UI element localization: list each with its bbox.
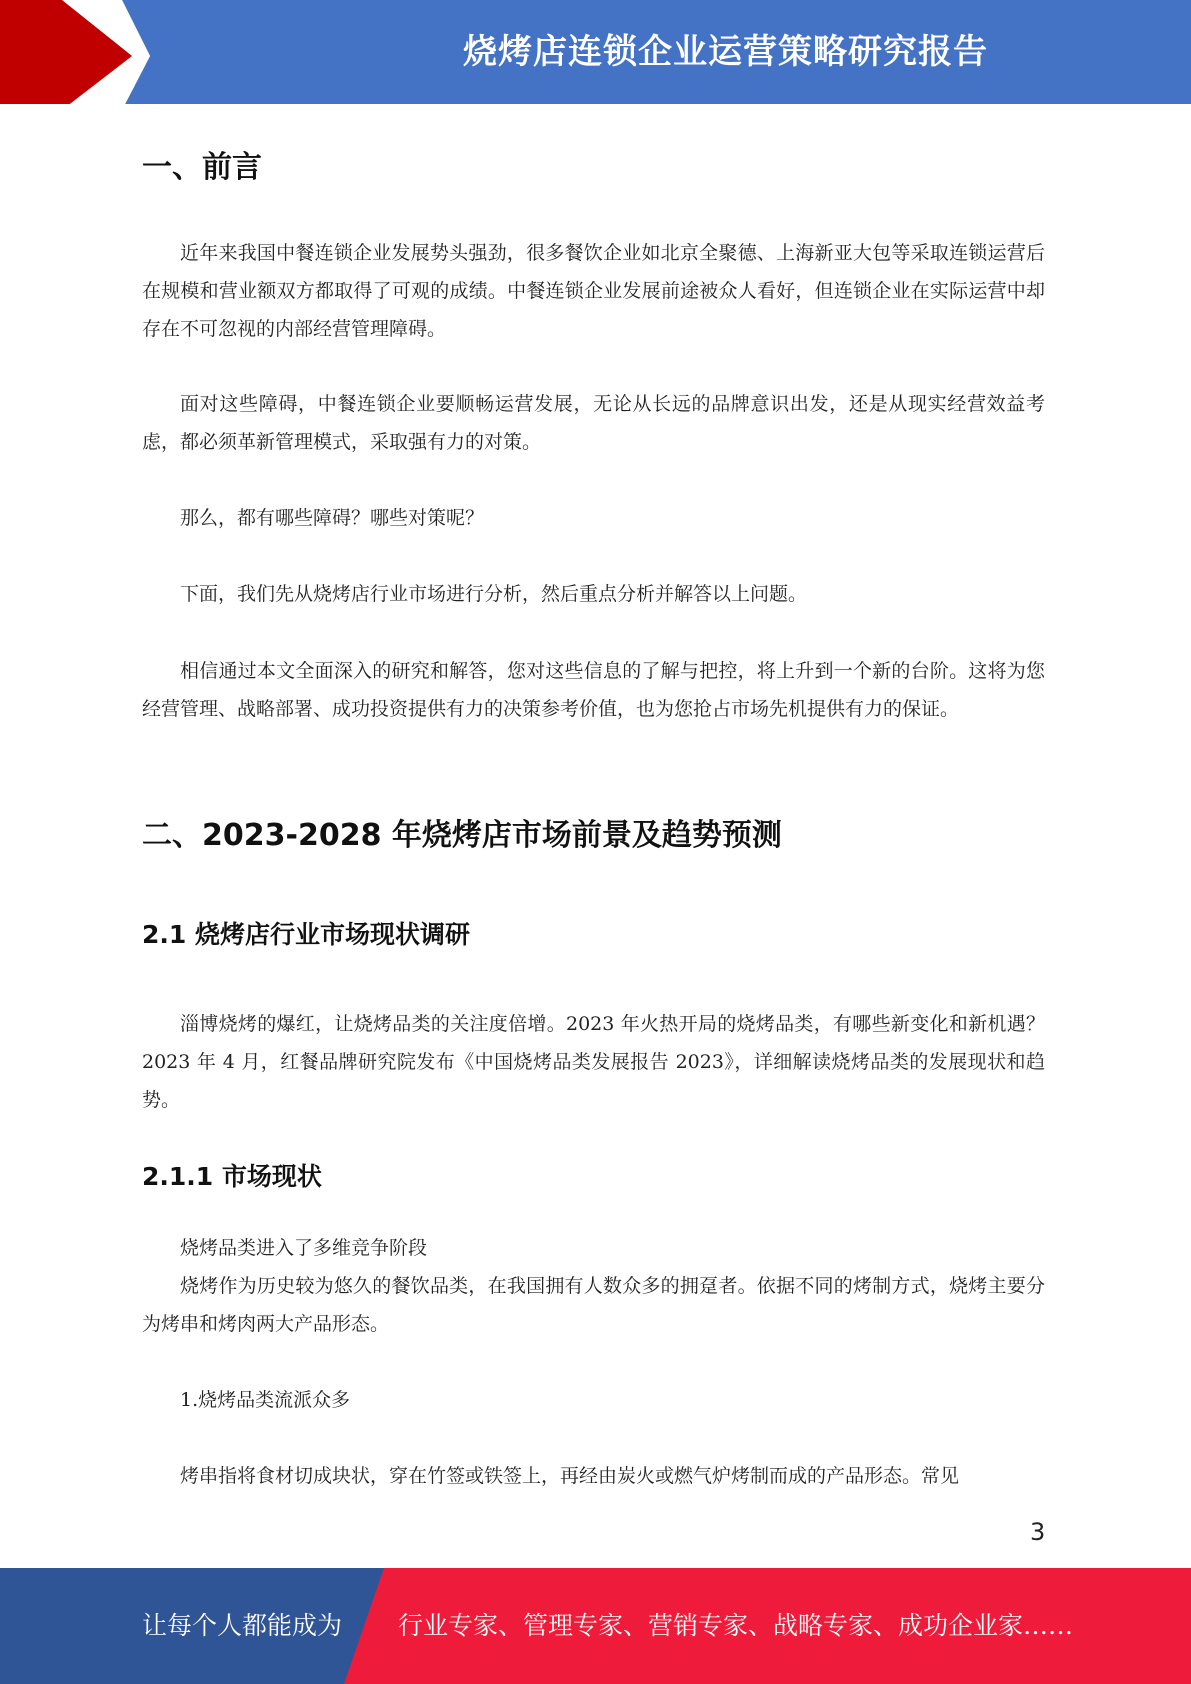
paragraph: 烧烤品类进入了多维竞争阶段 [180, 1237, 428, 1259]
paragraph: 烧烤作为历史较为悠久的餐饮品类，在我国拥有人数众多的拥趸者。依据不同的烤制方式，烧烤主要分为烤串和烤肉两大产品形态。 [142, 1275, 1045, 1335]
footer-slogan-right: 行业专家、管理专家、营销专家、战略专家、成功企业家…… [398, 1611, 1074, 1640]
list-item: 1.烧烤品类流派众多 [180, 1389, 351, 1411]
paragraph: 那么，都有哪些障碍？哪些对策呢？ [180, 507, 485, 529]
page-number: 3 [1030, 1518, 1046, 1546]
footer-slogan-left: 让每个人都能成为 [142, 1611, 343, 1640]
subsection-heading-2-1: 2.1 烧烤店行业市场现状调研 [142, 920, 470, 949]
paragraph: 烤串指将食材切成块状，穿在竹签或铁签上，再经由炭火或燃气炉烤制而成的产品形态。常见 [180, 1465, 960, 1487]
section-heading-market-outlook: 二、2023-2028 年烧烤店市场前景及趋势预测 [142, 818, 782, 853]
paragraph: 相信通过本文全面深入的研究和解答，您对这些信息的了解与把控，将上升到一个新的台阶。这将为您经营管理、战略部署、成功投资提供有力的决策参考价值，也为您抢占市场先机提供有力的保证。 [142, 660, 1045, 720]
page-header [0, 0, 1191, 110]
paragraph: 淄博烧烤的爆红，让烧烤品类的关注度倍增。2023 年火热开局的烧烤品类，有哪些新变化和新机遇？2023 年 4 月，红餐品牌研究院发布《中国烧烤品类发展报告 2023》，详细解读烧烤品类的发展现状和趋势。 [142, 1013, 1045, 1111]
section-heading-preface: 一、前言 [142, 150, 262, 185]
paragraph: 下面，我们先从烧烤店行业市场进行分析，然后重点分析并解答以上问题。 [180, 583, 808, 605]
page-footer [0, 1568, 1191, 1684]
paragraph: 面对这些障碍，中餐连锁企业要顺畅运营发展，无论从长远的品牌意识出发，还是从现实经营效益考虑，都必须革新管理模式，采取强有力的对策。 [142, 393, 1045, 453]
paragraph: 近年来我国中餐连锁企业发展势头强劲，很多餐饮企业如北京全聚德、上海新亚大包等采取连锁运营后在规模和营业额双方都取得了可观的成绩。中餐连锁企业发展前途被众人看好，但连锁企业在实际运营中却存在不可忽视的内部经营管理障碍。 [142, 242, 1045, 340]
subsection-heading-2-1-1: 2.1.1 市场现状 [142, 1162, 322, 1191]
report-title: 烧烤店连锁企业运营策略研究报告 [463, 32, 988, 72]
